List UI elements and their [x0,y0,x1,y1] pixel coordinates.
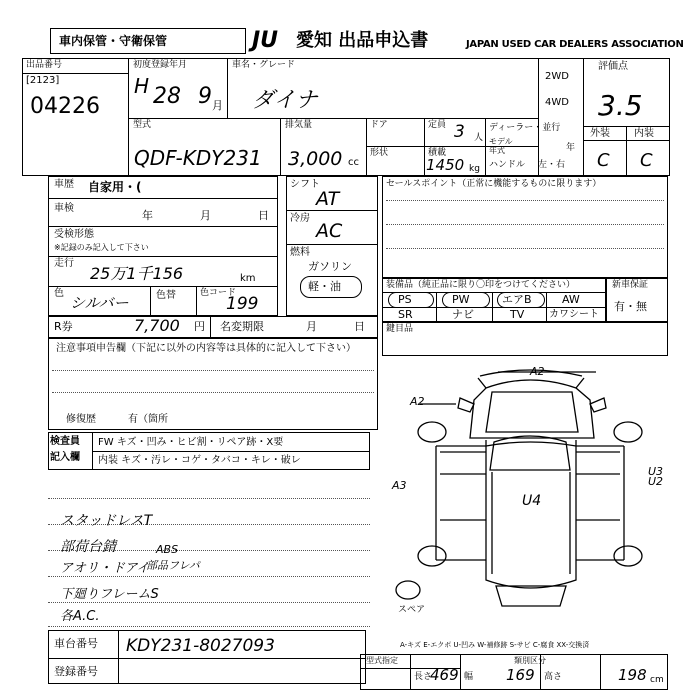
plate-label: 登録番号 [54,665,98,678]
model-year-unit: 年 [566,143,576,153]
inspection-year: 年 [142,209,153,222]
lot-label: 出品番号 [26,60,63,70]
first-reg-year: 28 [153,84,181,109]
damage-legend: A-キズ E-エクボ U-凹み W-補修跡 S-サビ C-腐食 XX-交換済 [400,641,590,649]
usage-value: 自家用・( [88,180,142,194]
color-code-label: 色コード [200,288,237,298]
equip-aw: AW [562,293,580,306]
ac-value: AC [316,220,343,242]
top-grid [22,58,670,176]
storage-box [50,28,246,54]
note-abs: ABS [156,543,179,556]
dim-unit: cm [650,675,664,685]
repair-value: 有（箇所 [128,414,168,425]
equip-sr: SR [398,308,413,321]
title-deadline-day: 日 [354,320,365,333]
inspection-month: 月 [200,209,211,222]
fuel-gas: ガソリン [308,260,352,273]
load-value: 1450 [426,156,465,174]
recycle-value: 7,700 [134,316,180,335]
title-deadline-label: 名変期限 [220,320,264,333]
misc-box [382,322,668,356]
warranty-label: 新車保証 [612,280,649,290]
usage-label: 車歴 [54,179,74,190]
inspection-label: 車検 [54,203,74,214]
equip-airbag: エアB [502,293,532,306]
fuel-diesel: 軽・油 [308,280,341,293]
org-english: JAPAN USED CAR DEALERS ASSOCIATION [466,39,684,50]
circle-airbag [497,292,545,308]
note-ac: 各A.C. [60,609,100,624]
repair-label: 修復歴 [66,414,96,425]
inspector-label2: 記入欄 [50,452,80,463]
color-label: 色 [54,288,64,299]
model-year-b: 年式 [489,146,505,155]
model-label: 型式 [133,120,152,130]
model-value: QDF-KDY231 [134,146,262,170]
note-bed-rust: 部荷台錆 [60,539,116,555]
car-name-label: 車名・グレード [232,60,296,70]
mileage-label: 走行 [54,258,74,269]
dim-length-label: 長さ [414,672,433,682]
drive-4wd: 4WD [545,97,569,108]
displacement-unit: cc [348,157,359,168]
int-label: 内装 [634,128,654,139]
load-label: 積載 [428,148,447,158]
shift-label: シフト [290,179,320,190]
lot-code: [2123] [26,75,60,86]
displacement-value: 3,000 [288,148,343,170]
equip-tv: TV [510,308,525,321]
equip-leather: カワシート [549,309,599,320]
recycle-unit: 円 [194,320,205,333]
mark-right-side-b: U3 [648,465,664,478]
transfer-note: ※記録のみ記入して下さい [54,243,149,252]
handle-label: ハンドル [489,160,526,170]
selling-points-box [382,176,668,278]
mark-right-side-a: U2 [648,475,664,488]
first-reg-era: H [134,74,150,98]
note-studless: スタッドレスT [60,513,153,529]
equip-navi: ナビ [452,308,474,321]
inspector-fw-line: FW キズ・凹み・ヒビ割・リペア跡・X要 [98,437,284,448]
recycle-label: R券 [54,320,73,333]
displacement-label: 排気量 [285,120,313,130]
int-value: C [640,150,653,171]
transfer-label: 受検形態 [54,229,94,240]
mark-top: A2 [530,365,545,378]
color-value: シルバー [70,294,129,312]
handle-lr: 左・右 [538,160,566,170]
capacity-unit: 人 [474,133,484,143]
shift-value: AT [316,188,340,210]
ac-label: 冷房 [290,213,310,224]
capacity-label: 定員 [428,120,447,130]
dealer-parallel: ディーラー・並行 [489,123,561,133]
mileage-unit: km [240,273,256,284]
mileage-value: 25万1千156 [90,264,184,283]
spare-label: スペア [398,605,426,615]
ju-logo: JU [252,28,279,53]
mark-bed-dent: U4 [522,493,542,509]
storage-label: 車内保管・守衛保管 [59,34,168,48]
color-change-label: 色替 [156,290,176,301]
ext-value: C [597,150,610,171]
note-tailgate: アオリ・ドアイ [60,561,150,576]
equip-pw: PW [452,293,470,306]
shape-label: 形状 [370,148,389,158]
circle-ps [388,292,434,308]
notes-label: 注意事項申告欄（下記に以外の内容等は具体的に記入して下さい） [56,343,356,354]
dim-header1: 型式指定 [366,656,398,665]
note-underbody: 下廻りフレームS [60,587,159,602]
dim-header2: 類別区分 [514,656,546,665]
equip-ps: PS [398,293,412,306]
fuel-circle [300,276,362,298]
capacity-value: 3 [454,122,465,142]
ext-label: 外装 [590,128,610,139]
inspector-int-line: 内装 キズ・汚レ・コゲ・タバコ・キレ・破レ [98,455,301,466]
chassis-value: KDY231-8027093 [126,636,275,656]
dim-length: 469 [430,666,459,684]
inspection-day: 日 [258,209,269,222]
note-parts: 部品フレパ [146,559,200,572]
model-year-a: モデル [489,137,513,146]
dim-height: 198 [618,666,647,684]
dim-width: 169 [506,666,535,684]
car-name-value: ダイナ [252,88,318,113]
first-reg-month-unit: 月 [212,99,223,112]
circle-pw [442,292,490,308]
dim-width-label: 幅 [464,672,474,682]
dim-height-label: 高さ [544,672,563,682]
title-deadline-month: 月 [306,320,317,333]
chassis-label: 車台番号 [54,637,98,650]
lot-number: 04226 [30,94,100,119]
org-title: 愛知 出品申込書 [296,30,429,51]
recycle-row [48,316,378,338]
selling-points-label: セールスポイント（正常に機能するものに限ります） [386,179,602,189]
score-label: 評価点 [598,61,628,72]
first-reg-month: 9 [198,84,212,109]
color-code-value: 199 [226,294,259,314]
load-unit: kg [469,164,480,174]
warranty-value: 有・無 [614,300,647,313]
first-reg-label: 初度登録年月 [133,60,188,70]
mark-left-side: A3 [392,479,407,492]
doors-label: ドア [370,120,388,130]
equipment-label: 装備品（純正品に限り〇印をつけてください） [386,280,576,290]
mark-left-mirror: A2 [410,395,425,408]
drive-2wd: 2WD [545,71,569,82]
inspector-label1: 検査員 [50,436,80,447]
score-value: 3.5 [598,89,643,122]
misc-label: 鍵目品 [386,324,414,334]
fuel-label: 燃料 [290,247,310,258]
